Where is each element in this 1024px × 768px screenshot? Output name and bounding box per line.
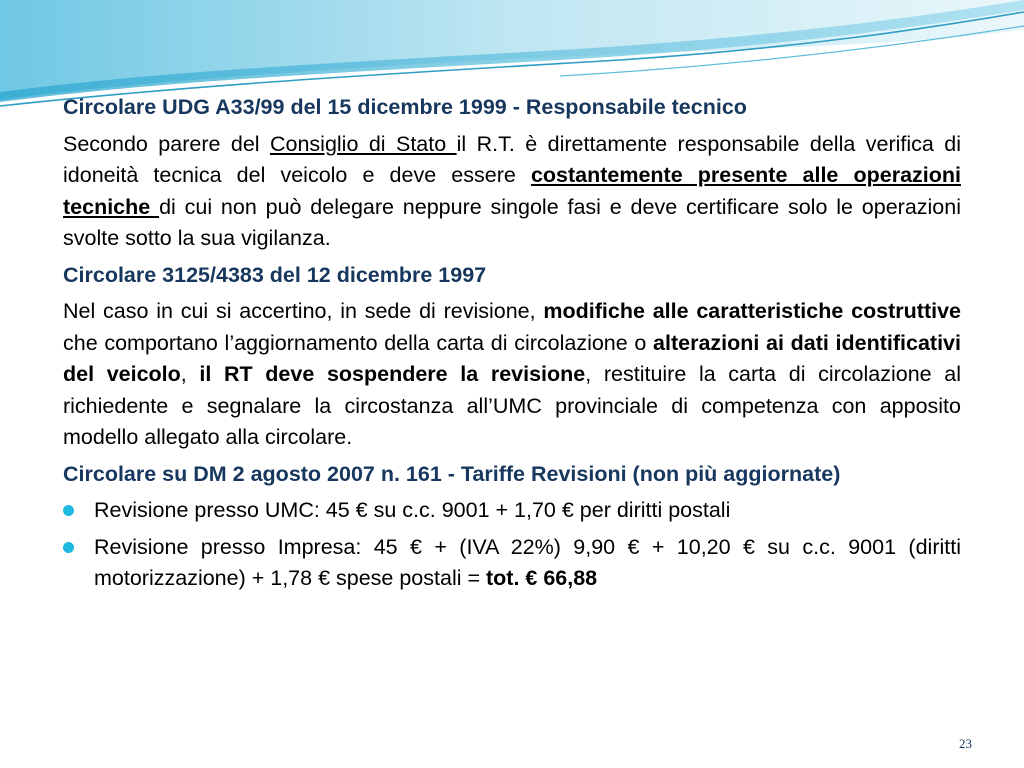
emphasis-modifiche: modifiche alle caratteristiche costruttive <box>543 299 961 323</box>
consiglio-di-stato-underlined: Consiglio di Stato <box>269 131 457 156</box>
text-segment: , restituire la carta di circolazione al richiedente e segnalare la circostanza all’UMC provinciale di competenza con apposito modello allegato alla circolare. <box>63 362 962 449</box>
paragraph-responsabile-tecnico <box>63 129 961 255</box>
list-item <box>63 495 961 527</box>
slide-content <box>63 92 961 600</box>
emphasis-presente: costantemente presente alle operazioni tecniche <box>63 163 961 219</box>
section-heading-responsabile-tecnico: Circolare UDG A33/99 del 15 dicembre 1999 - Responsabile tecnico <box>63 95 747 119</box>
text-segment: il R.T. è direttamente responsabile della verifica di idoneità tecnica del veicolo e deve essere <box>63 131 961 187</box>
emphasis-alterazioni: alterazioni ai dati identificativi del veicolo <box>63 330 961 386</box>
list-item <box>63 532 961 595</box>
total-amount: tot. € 66,88 <box>486 566 598 590</box>
bullet-text: Revisione presso UMC: 45 € su c.c. 9001 + 1,70 € per diritti postali <box>94 498 731 522</box>
text-segment: , <box>180 362 200 386</box>
emphasis-sospendere: il RT deve sospendere la revisione <box>199 362 586 386</box>
section-heading-circolare-1997: Circolare 3125/4383 del 12 dicembre 1997 <box>63 262 487 287</box>
bullet-text: Revisione presso Impresa: 45 € + (IVA 22%) 9,90 € + 10,20 € su c.c. 9001 (diritti motorizzazione) + 1,78 € spese postali = <box>94 534 961 590</box>
bullet-dot-icon <box>63 542 74 553</box>
page-number: 23 <box>959 736 972 751</box>
bullet-dot-icon <box>63 505 74 516</box>
paragraph-sospensione-revisione <box>63 296 961 454</box>
text-segment: Secondo parere del <box>63 131 270 156</box>
text-segment: che comportano l’aggiornamento della carta di circolazione o <box>63 330 654 355</box>
tariffe-list <box>63 495 961 595</box>
text-segment: Nel caso in cui si accertino, in sede di revisione, <box>63 299 544 323</box>
section-heading-tariffe: Circolare su DM 2 agosto 2007 n. 161 - Tariffe Revisioni (non più aggiornate) <box>63 461 841 486</box>
text-segment: di cui non può delegare neppure singole fasi e deve certificare solo le operazioni svolte sotto la sua vigilanza. <box>63 194 962 250</box>
